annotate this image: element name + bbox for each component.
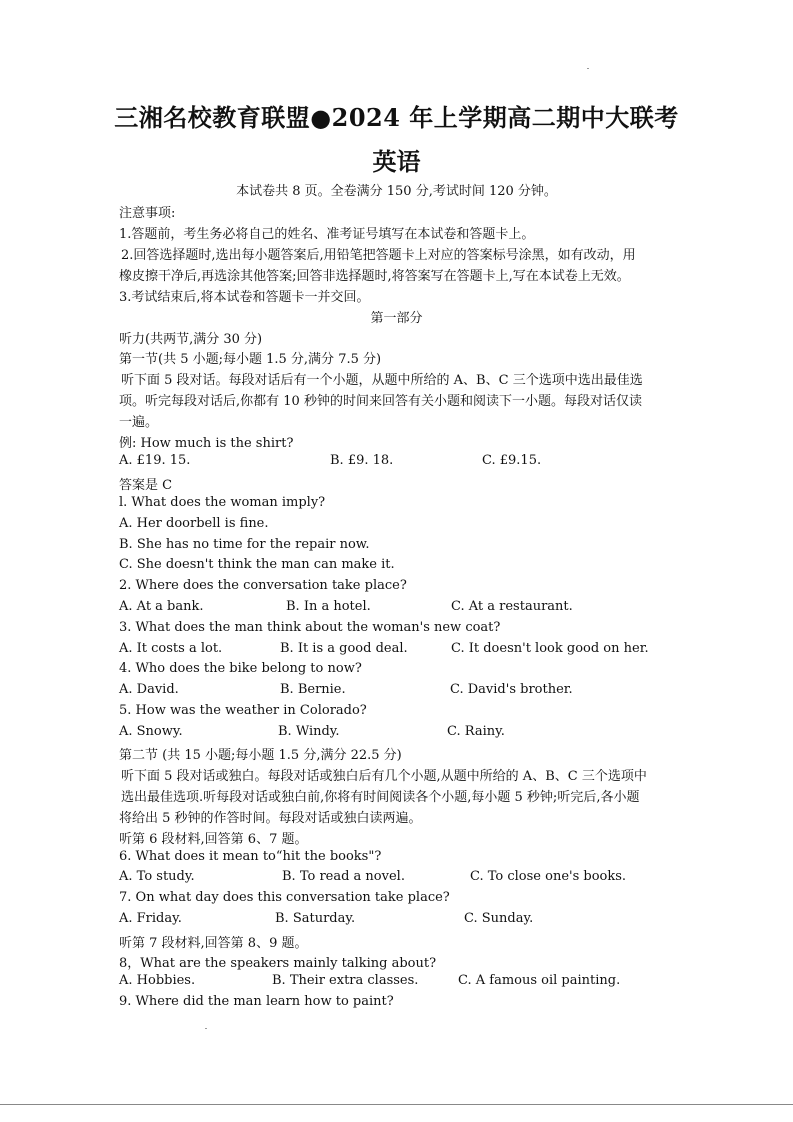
subject-title: 英语 <box>372 147 421 176</box>
question-4: 4. Who does the bike belong to now? <box>119 661 362 676</box>
listening-heading: 听力(共两节,满分 30 分) <box>119 332 263 347</box>
question-3-option-a: A. It costs a lot. <box>119 641 223 656</box>
material-6-heading: 听第 6 段材料,回答第 6、7 题。 <box>119 832 308 847</box>
question-1-option-a: A. Her doorbell is fine. <box>119 516 269 531</box>
question-7-option-c: C. Sunday. <box>464 911 534 926</box>
section2-instructions: 选出最佳选项.听每段对话或独白前,你将有时间阅读各个小题,每小题 5 秒钟;听完后,各小题 <box>121 790 640 805</box>
question-5: 5. How was the weather in Colorado? <box>119 703 367 718</box>
question-2-option-b: B. In a hotel. <box>286 599 371 614</box>
question-4-option-b: B. Bernie. <box>280 682 346 697</box>
section1-instructions: 项。听完每段对话后,你都有 10 秒钟的时间来回答有关小题和阅读下一小题。每段对话仅读 <box>119 394 642 409</box>
section1-instructions: 一遍。 <box>119 415 159 430</box>
notice-item-2-line2: 橡皮擦干净后,再选涂其他答案;回答非选择题时,将答案写在答题卡上,写在本试卷上无效。 <box>119 269 630 284</box>
question-1: l. What does the woman imply? <box>119 495 326 510</box>
question-5-option-c: C. Rainy. <box>447 724 505 739</box>
notice-item-2-line1: 2.回答选择题时,选出每小题答案后,用铅笔把答题卡上对应的答案标号涂黑，如有改动，用 <box>121 248 636 263</box>
notice-item-3: 3.考试结束后,将本试卷和答题卡一并交回。 <box>119 290 370 305</box>
scan-speck <box>205 1028 207 1029</box>
question-3-option-b: B. It is a good deal. <box>280 641 408 656</box>
example-option-c: C. £9.15. <box>482 453 542 468</box>
question-4-option-a: A. David. <box>119 682 179 697</box>
question-5-option-b: B. Windy. <box>278 724 340 739</box>
question-7-option-b: B. Saturday. <box>275 911 356 926</box>
question-2: 2. Where does the conversation take place? <box>119 578 407 593</box>
question-6-option-a: A. To study. <box>119 869 195 884</box>
section2-instructions: 将给出 5 秒钟的作答时间。每段对话或独白读两遍。 <box>119 811 422 826</box>
example-option-b: B. £9. 18. <box>330 453 394 468</box>
material-7-heading: 听第 7 段材料,回答第 8、9 题。 <box>119 936 308 951</box>
exam-info: 本试卷共 8 页。全卷满分 150 分,考试时间 120 分钟。 <box>236 184 557 199</box>
section2-instructions: 听下面 5 段对话或独白。每段对话或独白后有几个小题,从题中所给的 A、B、C 三个选项中 <box>121 769 647 784</box>
question-7: 7. On what day does this conversation take place? <box>119 890 450 905</box>
question-3-option-c: C. It doesn't look good on her. <box>451 641 649 656</box>
question-9: 9. Where did the man learn how to paint? <box>119 994 394 1009</box>
page-bottom-rule <box>0 1104 793 1105</box>
question-1-option-b: B. She has no time for the repair now. <box>119 537 370 552</box>
example-question: 例: How much is the shirt? <box>119 436 294 451</box>
question-5-option-a: A. Snowy. <box>119 724 183 739</box>
question-7-option-a: A. Friday. <box>119 911 182 926</box>
question-8: 8，What are the speakers mainly talking about? <box>119 956 437 971</box>
section2-title: 第二节 (共 15 小题;每小题 1.5 分,满分 22.5 分) <box>119 748 402 763</box>
question-8-option-b: B. Their extra classes. <box>272 973 419 988</box>
question-4-option-c: C. David's brother. <box>450 682 573 697</box>
notice-heading: 注意事项: <box>119 206 176 221</box>
question-8-option-c: C. A famous oil painting. <box>458 973 621 988</box>
example-option-a: A. £19. 15. <box>119 453 191 468</box>
exam-title: 三湘名校教育联盟●2024 年上学期高二期中大联考 <box>114 103 679 132</box>
section1-title: 第一节(共 5 小题;每小题 1.5 分,满分 7.5 分) <box>119 352 382 367</box>
notice-item-1: 1.答题前，考生务必将自己的姓名、准考证号填写在本试卷和答题卡上。 <box>119 227 535 242</box>
question-8-option-a: A. Hobbies. <box>119 973 196 988</box>
scan-speck <box>587 68 589 69</box>
example-answer: 答案是 C <box>119 478 173 493</box>
section1-instructions: 听下面 5 段对话。每段对话后有一个小题，从题中所给的 A、B、C 三个选项中选出最佳选 <box>121 373 643 388</box>
question-6: 6. What does it mean to“hit the books"? <box>119 849 382 864</box>
question-6-option-c: C. To close one's books. <box>470 869 627 884</box>
question-2-option-a: A. At a bank. <box>119 599 204 614</box>
question-6-option-b: B. To read a novel. <box>282 869 405 884</box>
question-2-option-c: C. At a restaurant. <box>451 599 573 614</box>
question-3: 3. What does the man think about the woman's new coat? <box>119 620 501 635</box>
part-heading: 第一部分 <box>370 311 423 326</box>
question-1-option-c: C. She doesn't think the man can make it. <box>119 557 395 572</box>
